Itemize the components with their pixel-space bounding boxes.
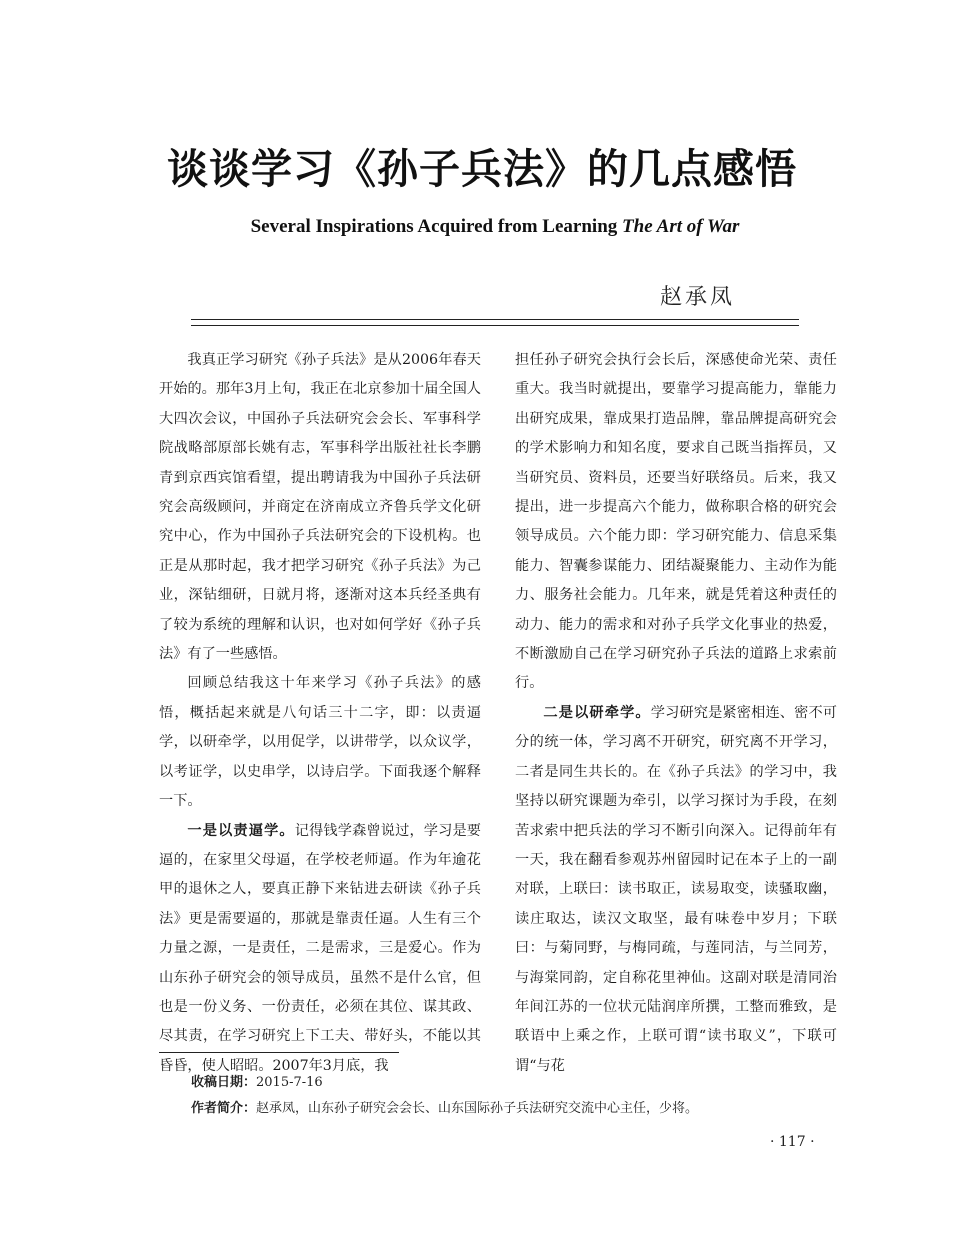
paragraph-responsibility <box>159 817 481 1082</box>
paragraph-responsibility-text: 记得钱学森曾说过，学习是要逼的，在家里父母逼，在学校老师逼。作为年逾花甲的退休之人，要真正静下来钻进去研读《孙子兵法》更是需要逼的，那就是靠责任逼。人生有三个力量之源，一是责任，二是需求，三是爱心。作为山东孙子研究会的领导成员，虽然不是什么官，但也是一份义务、一份责任，必须在其位、谋其政、尽其责，在学习研究上下工夫、带好头，不能以其昏昏，使人昭昭。2007年3月底，我 <box>159 822 481 1074</box>
paragraph-research-text: 学习研究是紧密相连、密不可分的统一体，学习离不开研究，研究离不开学习，二者是同生共长的。在《孙子兵法》的学习中，我坚持以研究课题为牵引，以学习探讨为手段，在刻苦求索中把兵法的学习不断引向深入。记得前年有一天，我在翻看参观苏州留园时记在本子上的一副对联，上联曰：读书取正，读易取变，读骚取幽，读庄取达，读汉文取坚，最有味卷中岁月；下联曰：与菊同野，与梅同疏，与莲同洁，与兰同芳，与海棠同韵，定自称花里神仙。这副对联是清同治年间江苏的一位状元陆润庠所撰，工整而雅致，是联语中上乘之作，上联可谓“读书取义”，下联可谓“与花 <box>515 704 837 1074</box>
paragraph-intro: 我真正学习研究《孙子兵法》是从2006年春天开始的。那年3月上旬，我正在北京参加十届全国人大四次会议，中国孙子兵法研究会会长、军事科学院战略部原部长姚有志，军事科学出版社社长李鹏青到京西宾馆看望，提出聘请我为中国孙子兵法研究会高级顾问，并商定在济南成立齐鲁兵学文化研究中心，作为中国孙子兵法研究会的下设机构。也正是从那时起，我才把学习研究《孙子兵法》为己业，深钻细研，日就月将，逐渐对这本兵经圣典有了较为系统的理解和认识，也对如何学好《孙子兵法》有了一些感悟。 <box>159 352 481 663</box>
received-label: 收稿日期： <box>191 1075 257 1090</box>
footnote-author-bio <box>191 1097 698 1116</box>
received-date: 2015-7-16 <box>256 1075 323 1090</box>
paragraph-continued: 担任孙子研究会执行会长后，深感使命光荣、责任重大。我当时就提出，要靠学习提高能力，靠能力出研究成果，靠成果打造品牌，靠品牌提高研究会的学术影响力和知名度，要求自己既当指挥员，又当研究员、资料员，还要当好联络员。后来，我又提出，进一步提高六个能力，做称职合格的研究会领导成员。六个能力即：学习研究能力、信息采集能力、智囊参谋能力、团结凝聚能力、主动作为能力、服务社会能力。几年来，就是凭着这种责任的动力、能力的需求和对孙子兵学文化事业的热爱，不断激励自己在学习研究孙子兵法的道路上求索前行。 <box>515 352 837 692</box>
subtitle-prefix: Several Inspirations Acquired from Learning <box>250 216 623 237</box>
bio-text: 赵承凤，山东孙子研究会会长、山东国际孙子兵法研究交流中心主任，少将。 <box>256 1101 699 1116</box>
footnote-received <box>191 1071 323 1090</box>
article-title: 谈谈学习《孙子兵法》的几点感悟 <box>167 145 797 193</box>
right-column <box>515 346 837 1081</box>
section-lead-research: 二是以研牵学。 <box>543 704 651 721</box>
author-name: 赵承凤 <box>660 285 736 310</box>
footnote-rule <box>159 1052 399 1053</box>
header-rule-thick <box>191 319 799 320</box>
paragraph-summary: 回顾总结我这十年来学习《孙子兵法》的感悟，概括起来就是八句话三十二字，即：以责逼学，以研牵学，以用促学，以讲带学，以众议学，以考证学，以史串学，以诗启学。下面我逐个解释一下。 <box>159 675 481 810</box>
page-number: · 117 · <box>770 1134 815 1150</box>
bio-label: 作者简介： <box>191 1101 257 1116</box>
article-subtitle <box>0 216 964 238</box>
subtitle-book-title: The Art of War <box>622 216 740 237</box>
section-lead-responsibility: 一是以责逼学。 <box>187 822 295 839</box>
left-column <box>159 346 481 1081</box>
header-rule-thin <box>191 325 799 326</box>
paragraph-research <box>515 699 837 1081</box>
